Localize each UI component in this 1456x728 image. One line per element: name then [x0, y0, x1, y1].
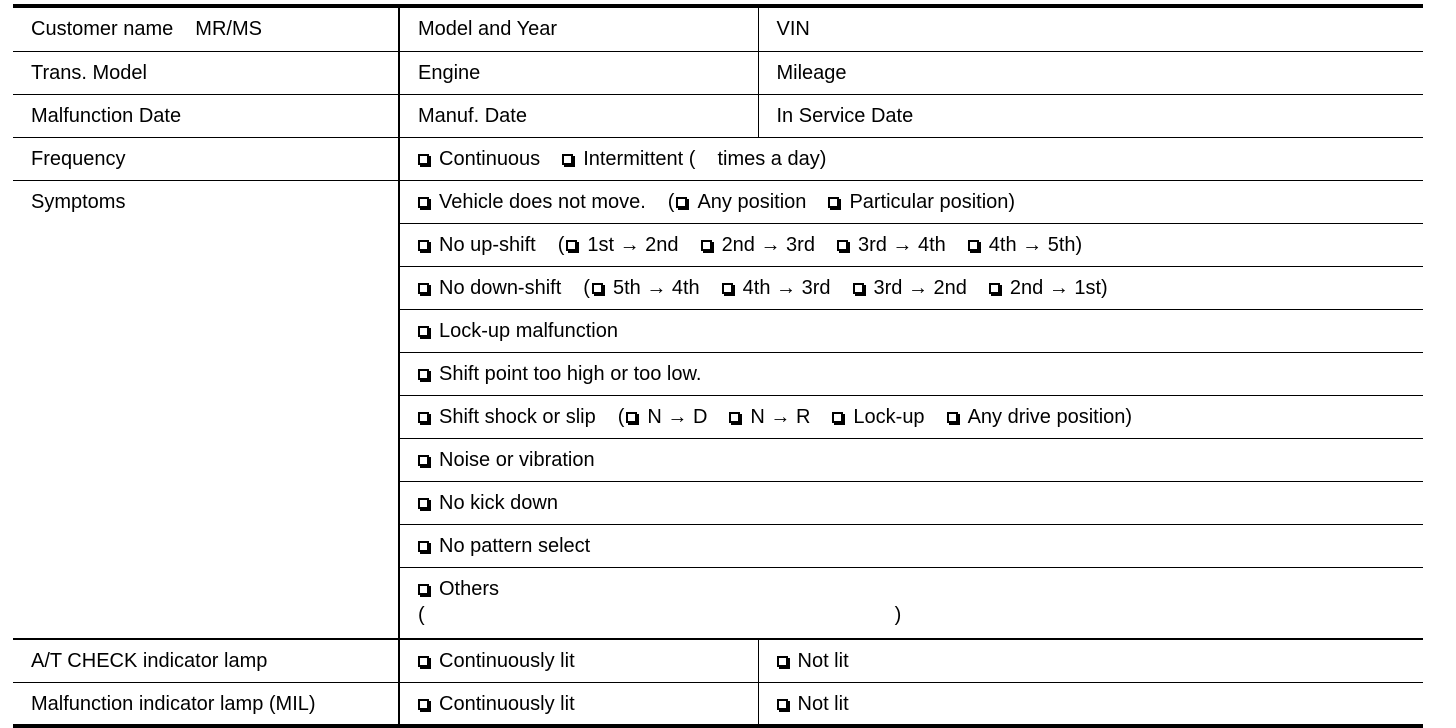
- mil-option: [399, 682, 758, 726]
- checkbox[interactable]: [418, 455, 429, 466]
- checkbox[interactable]: [418, 283, 429, 294]
- model-year-cell: [399, 6, 758, 51]
- checkbox[interactable]: [947, 412, 958, 423]
- option-label: Lock-up: [853, 405, 925, 428]
- checkbox[interactable]: [722, 283, 733, 294]
- checkbox[interactable]: [853, 283, 864, 294]
- paren: (: [583, 276, 590, 299]
- option-label: 4th → 5th): [988, 233, 1083, 256]
- mileage-label: Mileage: [776, 61, 847, 84]
- mil-label: Malfunction indicator lamp (MIL): [31, 692, 316, 715]
- option-label: 2nd → 1st): [1009, 276, 1108, 299]
- checkbox[interactable]: [837, 240, 848, 251]
- freq-intermittent-label: Intermittent (: [583, 147, 696, 170]
- malfunction-date-label: Malfunction Date: [31, 104, 182, 127]
- symptom-option: [399, 481, 1423, 524]
- checkbox[interactable]: [989, 283, 1000, 294]
- checkbox[interactable]: [777, 656, 788, 667]
- table-row: [13, 51, 1423, 94]
- symptom-option: [399, 180, 1423, 223]
- checkbox[interactable]: [968, 240, 979, 251]
- option-label: 5th → 4th: [612, 276, 700, 299]
- frequency-options-cell: [399, 137, 1423, 180]
- table-row: [13, 137, 1423, 180]
- checkbox[interactable]: [566, 240, 577, 251]
- checkbox[interactable]: [418, 240, 429, 251]
- checkbox[interactable]: [418, 412, 429, 423]
- option-label: Any position: [697, 190, 807, 213]
- option-label: Not lit: [797, 692, 849, 715]
- option-label: 3rd → 4th: [857, 233, 946, 256]
- freq-continuous-label: Continuous: [439, 147, 541, 170]
- frequency-label: Frequency: [31, 147, 126, 170]
- checkbox[interactable]: [701, 240, 712, 251]
- checkbox[interactable]: [626, 412, 637, 423]
- symptom-option: [399, 309, 1423, 352]
- manuf-date-label: Manuf. Date: [418, 104, 527, 127]
- symptom-label: Shift point too high or too low.: [439, 362, 702, 385]
- symptom-label: No kick down: [439, 491, 558, 514]
- option-label: 4th → 3rd: [742, 276, 831, 299]
- symptom-option: [399, 524, 1423, 567]
- mileage-cell: [758, 51, 1423, 94]
- at-check-cell: [13, 639, 399, 682]
- manuf-date-cell: [399, 94, 758, 137]
- checkbox[interactable]: [418, 498, 429, 509]
- trans-model-cell: [13, 51, 399, 94]
- model-year-label: Model and Year: [418, 18, 558, 40]
- paren: (: [617, 405, 625, 428]
- symptom-label: No pattern select: [439, 534, 591, 557]
- in-service-date-label: In Service Date: [776, 104, 914, 127]
- checkbox[interactable]: [676, 197, 687, 208]
- option-label: N → R: [750, 405, 811, 428]
- checkbox[interactable]: [418, 154, 429, 165]
- symptom-label: Noise or vibration: [439, 448, 595, 471]
- checkbox[interactable]: [418, 584, 429, 595]
- table-row: [13, 6, 1423, 51]
- symptom-option: [399, 567, 1423, 639]
- option-label: Any drive position): [967, 405, 1133, 428]
- checkbox[interactable]: [418, 326, 429, 337]
- symptom-option: [399, 352, 1423, 395]
- customer-name-label: Customer name: [31, 18, 174, 40]
- checkbox[interactable]: [418, 699, 429, 710]
- at-check-option: [758, 639, 1423, 682]
- checkbox[interactable]: [832, 412, 843, 423]
- vin-cell: [758, 6, 1423, 51]
- option-label: Continuously lit: [439, 650, 575, 672]
- table-row: [13, 682, 1423, 726]
- symptom-label: Vehicle does not move.: [439, 190, 646, 213]
- malfunction-date-cell: [13, 94, 399, 137]
- engine-label: Engine: [418, 61, 481, 84]
- freq-times-label: times a day): [717, 147, 827, 170]
- symptom-option: [399, 266, 1423, 309]
- checkbox[interactable]: [418, 656, 429, 667]
- paren: (: [418, 603, 425, 626]
- table-row: [13, 180, 1423, 223]
- checkbox[interactable]: [418, 197, 429, 208]
- table-row: [13, 94, 1423, 137]
- mr-ms-label: MR/MS: [195, 18, 262, 40]
- customer-name-cell: [13, 6, 399, 51]
- checkbox[interactable]: [777, 699, 788, 710]
- symptom-option: [399, 438, 1423, 481]
- trans-model-label: Trans. Model: [31, 61, 147, 84]
- paren: (: [557, 233, 565, 256]
- checkbox[interactable]: [828, 197, 839, 208]
- table-row: [13, 639, 1423, 682]
- symptoms-label: Symptoms: [31, 190, 126, 213]
- customer-interview-table: [13, 4, 1423, 728]
- symptom-label: No down-shift: [439, 276, 562, 299]
- paren: ): [894, 603, 902, 626]
- paren: (: [667, 190, 675, 213]
- checkbox[interactable]: [592, 283, 603, 294]
- option-label: N → D: [647, 405, 708, 428]
- vin-label: VIN: [776, 18, 810, 40]
- at-check-option: [399, 639, 758, 682]
- mil-cell: [13, 682, 399, 726]
- at-check-label: A/T CHECK indicator lamp: [31, 650, 268, 672]
- frequency-cell: [13, 137, 399, 180]
- symptoms-cell: [13, 180, 399, 639]
- option-label: Particular position): [849, 190, 1016, 213]
- diagnostic-worksheet: [13, 4, 1423, 728]
- symptom-label: Others: [439, 577, 500, 600]
- checkbox[interactable]: [418, 541, 429, 552]
- symptom-label: Lock-up malfunction: [439, 319, 618, 342]
- option-label: 3rd → 2nd: [873, 276, 967, 299]
- symptom-label: Shift shock or slip: [439, 405, 596, 428]
- option-label: 2nd → 3rd: [721, 233, 815, 256]
- engine-cell: [399, 51, 758, 94]
- option-label: Continuously lit: [439, 692, 575, 715]
- checkbox[interactable]: [729, 412, 740, 423]
- checkbox[interactable]: [418, 369, 429, 380]
- symptom-option: [399, 395, 1423, 438]
- in-service-date-cell: [758, 94, 1423, 137]
- checkbox[interactable]: [562, 154, 573, 165]
- option-label: Not lit: [797, 650, 849, 672]
- option-label: 1st → 2nd: [587, 233, 679, 256]
- symptom-label: No up-shift: [439, 233, 536, 256]
- mil-option: [758, 682, 1423, 726]
- symptom-option: [399, 223, 1423, 266]
